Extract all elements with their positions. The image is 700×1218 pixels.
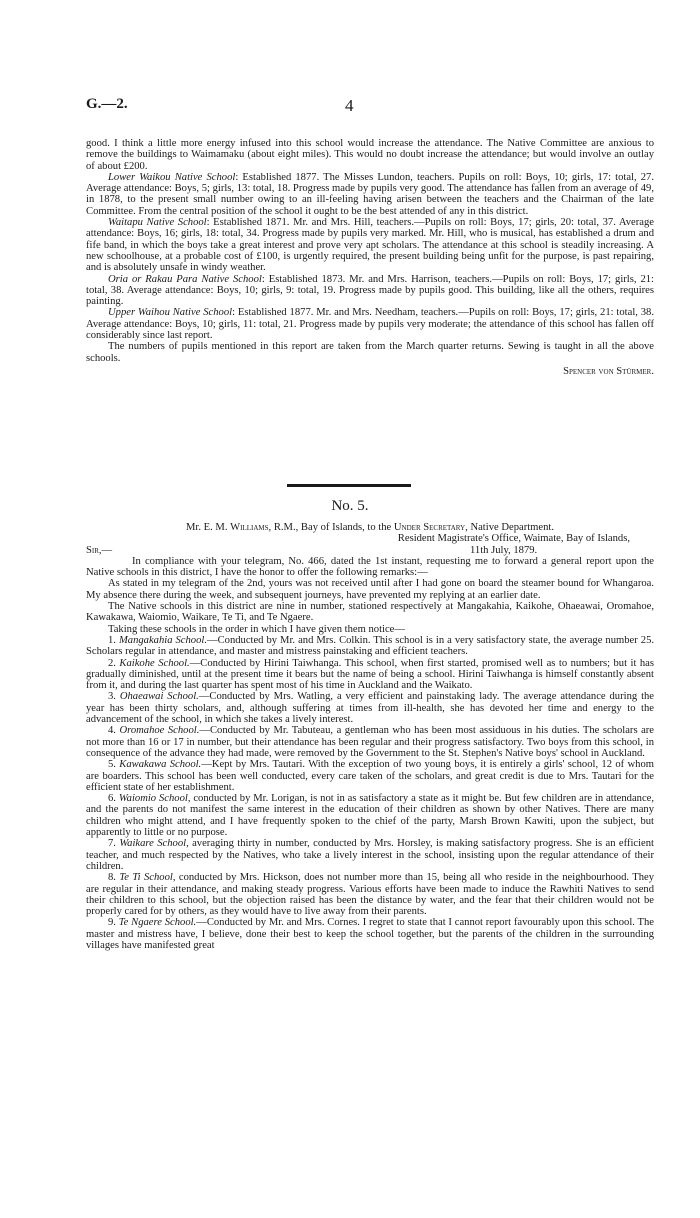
school-paragraph	[86, 172, 654, 217]
school-text: —Conducted by Mr. and Mrs. Cornes. I regret to state that I cannot report favourably upon this school. The master and mistress have, I believe, done their best to keep the school together, but the parents of the children in the surrounding villages have manifested great	[86, 917, 654, 951]
paragraph: In compliance with your telegram, No. 466, dated the 1st instant, requesting me to forward a general report upon the Native schools in this district, I have the honor to offer the following remarks:—	[86, 555, 654, 579]
school-name: Oria or Rakau Para Native School	[108, 273, 262, 285]
address-row	[86, 533, 654, 544]
school-text: : Established 1877. The Misses Lundon, teachers. Pupils on roll: Boys, 10; girls, 17: total, 27. Average attendance: Boys, 5; girls, 13: total, 18. Progress made by pupils very good. The attendance has fallen from an average of 49, in 1878, to the present small number owing to an ill-feeling having arisen between the teachers and the Chairman of the late Committee. From the central position of the school it ought to be the best attended of any in this district.	[86, 171, 654, 217]
school-name: Kaikohe School.	[119, 657, 190, 669]
school-text: —Conducted by Mr. Tabuteau, a gentleman who has been most assiduous in his duties. The scholars are not more than 16 or 17 in number, but their attendance has been regular and their progress satisfactory. Two boys from this school, in consequence of the advance they had made, were removed by the Government to the St. Stephen's Native boys' school in Auckland.	[86, 725, 655, 759]
school-paragraph	[86, 217, 654, 273]
school-text: —Kept by Mrs. Tautari. With the exception of two young boys, it is entirely a girls' school, 12 of whom are boarders. This school has been well conducted, every care taken of the scholars, and great credit is due to Mrs. Tautari for the efficient state of her establishment.	[86, 759, 655, 793]
school-name: Waikare School	[119, 838, 187, 850]
school-name: Te Ti School	[119, 872, 173, 884]
school-text: : Established 1873. Mr. and Mrs. Harrison, teachers.—Pupils on roll: Boys, 17; girls, 21: total, 38. Average attendance: Boys, 10; girls, 9: total, 19. Progress made by pupils good. This building, like all the others, requires painting.	[86, 273, 654, 308]
school-entry	[86, 838, 654, 872]
paragraph: Taking these schools in the order in which I have given them notice—	[108, 623, 405, 635]
letter-heading	[86, 522, 654, 533]
paragraph: good. I think a little more energy infused into this school would increase the attendance. The Native Committee are anxious to remove the buildings to Waimamaku (about eight miles). This would no doubt increase the attendance; but would involve an outlay of about £200.	[86, 138, 654, 172]
school-text: —Conducted by Mrs. Watling, a very efficient and painstaking lady. The average attendance during the year has been thirty scholars, and, although suffering at times from ill-health, she has devoted her time and energy to the advancement of the school, in which she takes a lively interest.	[86, 691, 655, 726]
school-text: , conducted by Mr. Lorigan, is not in as satisfactory a state as it might be. But few children are in attendance, and the parents do not manifest the same interest in the education of their children as shown by other Natives. There are many children who might attend, and I have frequently spoken to the chief of the party, Marsh Brown Kawiti, upon the subject, but apparently to little or no purpose.	[86, 793, 654, 839]
paragraph: As stated in my telegram of the 2nd, yours was not received until after I had gone on board the steamer bound for Whangaroa. My absence there during the week, and subsequent journeys, have prevented my replying at an earlier date.	[86, 578, 654, 601]
date-row	[86, 545, 654, 556]
school-entry	[86, 725, 654, 759]
section-number: No. 5.	[331, 498, 369, 514]
heading-text: , Native Department.	[465, 522, 554, 533]
report-no-5	[86, 522, 654, 951]
school-number: 2.	[108, 657, 120, 669]
school-text: , conducted by Mrs. Hickson, does not number more than 15, being all who reside in the neighbourhood. They are regular in their attendance, and making steady progress. Various efforts have been made to induce the Rawhiti Natives to send their children to this school, but the objection raised has been the distance by water, and the fear that their children would not be properly cared for by others, as they would have to live away from their parents.	[86, 872, 654, 918]
school-text: : Established 1871. Mr. and Mrs. Hill, teachers.—Pupils on roll: Boys, 17; girls, 20: total, 37. Average attendance: Boys, 16; girls, 18: total, 34. Progress made by pupils very marked. Mr. Hill, who is musical, has established a drum and fife band, in which the boys take a great interest and prove very apt scholars. The attendance at this school is steadily increasing. A new schoolhouse, at a probable cost of £100, is urgently required, the present building being unfit for the purpose, is past repairing, and is absolutely unsafe in windy weather.	[86, 217, 654, 274]
salutation: Sir,—	[86, 544, 113, 556]
school-number: 3.	[108, 691, 120, 703]
school-entry	[86, 793, 654, 838]
school-entry	[86, 872, 654, 917]
school-text: —Conducted by Hirini Taiwhanga. This school, when first started, promised well as to numbers; but it has gradually diminished, until at the present time it bears but the name of being a school. Hirini Taiwhanga is himself constantly absent from it, and during the last quarter has spent most of his time in Auckland and the Waikato.	[86, 657, 655, 692]
school-name: Mangakahia School.	[118, 634, 207, 646]
paragraph: The Native schools in this district are nine in number, stationed respectively at Mangakahia, Kaikohe, Ohaeawai, Oromahoe, Kawakawa, Waiomio, Waikare, Te Ti, and Te Ngaere.	[86, 601, 654, 624]
page-reference: G.—2.	[86, 96, 128, 112]
sender-address: Resident Magistrate's Office, Waimate, Bay of Islands,	[397, 533, 630, 545]
school-entry	[86, 658, 654, 692]
school-paragraph	[86, 307, 654, 341]
school-number: 6.	[108, 793, 119, 805]
school-list	[86, 635, 654, 951]
recipient-title: Under Secretary	[393, 522, 466, 533]
school-entry	[86, 635, 654, 658]
school-name: Lower Waikou Native School	[108, 171, 236, 183]
school-number: 5.	[108, 759, 120, 771]
school-name: Te Ngaere School.	[118, 917, 197, 929]
school-paragraph	[86, 274, 654, 308]
school-name: Upper Waihou Native School	[108, 307, 233, 319]
school-text: , averaging thirty in number, conducted by Mrs. Horsley, is making satisfactory progress. She is an efficient teacher, and much respected by the Natives, who take a lively interest in the school, insisting upon the regular attendance of their children.	[86, 838, 654, 872]
letter-body	[86, 556, 654, 635]
school-entry	[86, 759, 654, 793]
school-number: 7.	[108, 838, 120, 850]
page-number: 4	[345, 96, 354, 115]
sender-name: Williams	[230, 522, 269, 533]
report-continuation	[86, 138, 654, 377]
section-divider	[287, 484, 411, 487]
school-number: 1.	[108, 634, 119, 646]
school-entry	[86, 691, 654, 725]
signature: Spencer von Stürmer.	[563, 365, 654, 377]
heading-text: Mr. E. M.	[186, 522, 231, 533]
school-number: 8.	[108, 872, 120, 884]
school-name: Kawakawa School.	[119, 759, 202, 771]
paragraph: The numbers of pupils mentioned in this report are taken from the March quarter returns. Sewing is taught in all the above schools.	[86, 341, 654, 364]
school-number: 9.	[108, 917, 119, 929]
school-name: Ohaeawai School.	[119, 691, 199, 703]
school-name: Oromahoe School.	[119, 725, 200, 737]
school-name: Waitapu Native School	[108, 217, 207, 229]
school-text: —Conducted by Mr. and Mrs. Colkin. This school is in a very satisfactory state, the average number 25. Scholars regular in attendance, and master and mistress painstaking and efficient teachers.	[86, 634, 655, 658]
school-text: : Established 1877. Mr. and Mrs. Needham, teachers.—Pupils on roll: Boys, 17; girls, 21: total, 38. Average attendance: Boys, 10; girls, 11: total, 21. Progress made by pupils very moderate; the attendance of this school has fallen off considerably since last report.	[86, 307, 654, 342]
heading-text: , R.M., Bay of Islands, to the	[268, 522, 394, 533]
school-name: Waiomio School	[118, 793, 188, 805]
school-number: 4.	[108, 725, 120, 737]
school-entry	[86, 917, 654, 951]
letter-date: 11th July, 1879.	[470, 544, 538, 556]
